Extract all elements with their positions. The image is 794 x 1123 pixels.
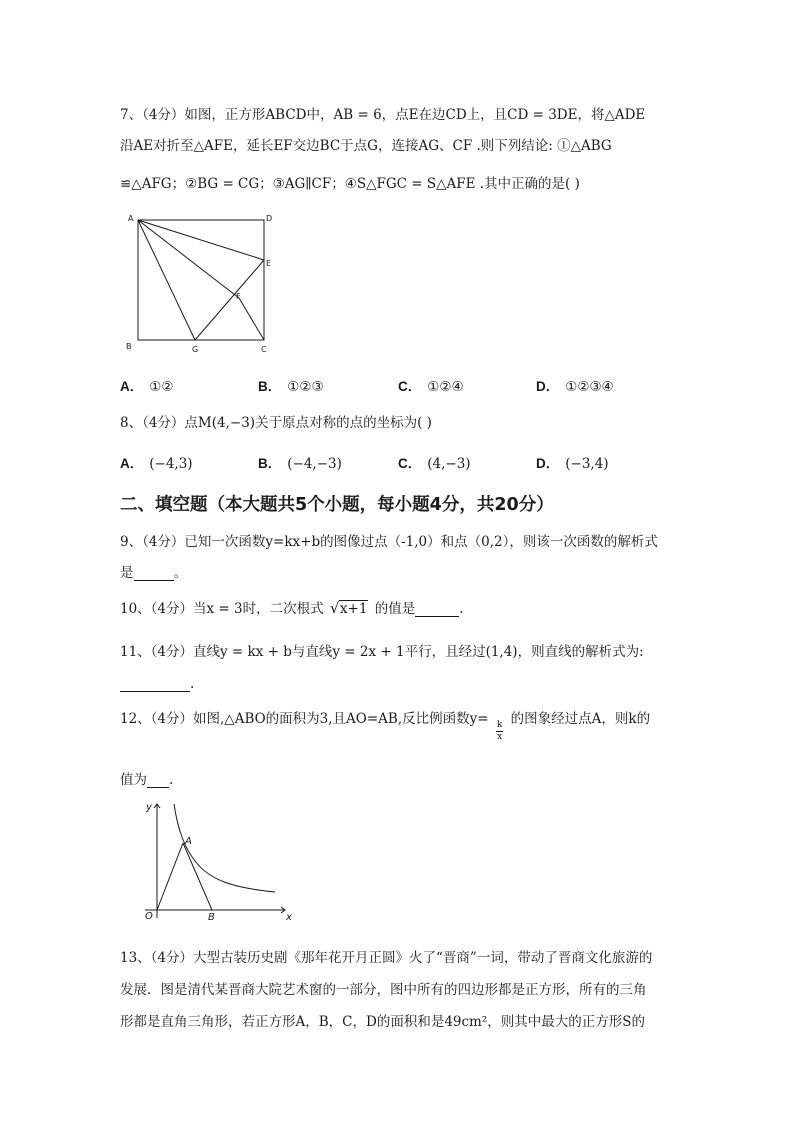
label-b: B bbox=[126, 342, 132, 351]
q8-option-a: A． (−4,3) bbox=[120, 456, 193, 472]
segment-ag bbox=[138, 220, 195, 340]
q8-line-1: 8、（4分）点M(4,−3)关于原点对称的点的坐标为( ) bbox=[120, 415, 432, 431]
q12-graph-figure bbox=[130, 796, 300, 930]
q7-option-b: B． ①②③ bbox=[258, 379, 324, 395]
label-a: A bbox=[128, 214, 134, 223]
q7-line-3: ≌△AFG；②BG = CG；③AG∥CF；④S△FGC = S△AFE .其中正确的是( ) bbox=[120, 176, 580, 192]
q8-option-d: D． (−3,4) bbox=[536, 456, 609, 472]
label-d: D bbox=[266, 214, 273, 223]
segment-fc bbox=[239, 298, 264, 340]
q7-line-1: 7、（4分）如图，正方形ABCD中，AB = 6，点E在边CD上，且CD = 3DE，将△ADE bbox=[120, 107, 646, 123]
label-c: C bbox=[261, 345, 267, 354]
label-x: x bbox=[286, 912, 292, 923]
segment-af bbox=[138, 220, 239, 298]
segment-oa bbox=[157, 843, 183, 910]
q10-radical: √ x+1 bbox=[329, 599, 368, 617]
label-e: E bbox=[266, 259, 272, 268]
q12-answer-blank bbox=[147, 774, 169, 788]
q11-line-1: 11、（4分）直线y = kx + b与直线y = 2x + 1平行，且经过(1,4)，则直线的解析式为: bbox=[120, 644, 644, 660]
label-g: G bbox=[192, 345, 199, 354]
section-2-title: 二、填空题（本大题共5个小题，每小题4分，共20分） bbox=[120, 495, 554, 515]
label-a: A bbox=[185, 836, 192, 847]
q11-line-2: . bbox=[120, 676, 194, 692]
q10-line-1: 10、（4分）当x = 3时，二次根式 √ x+1 的值是 . bbox=[120, 599, 464, 617]
q12-line-1: 12、（4分）如图,△ABO的面积为3,且AO=AB,反比例函数y= $\frac{k}{x}$ 的图象经过点A，则k的 bbox=[120, 711, 651, 742]
q11-answer-blank bbox=[120, 678, 190, 692]
q10-answer-blank bbox=[415, 603, 459, 617]
q8-option-b: B． (−4,−3) bbox=[258, 456, 342, 472]
q13-line-3: 形都是直角三角形，若正方形A，B，C，D的面积和是49cm²，则其中最大的正方形S的 bbox=[120, 1014, 646, 1030]
q13-line-1: 13、（4分）大型古装历史剧《那年花开月正圆》火了“晋商”一词，带动了晋商文化旅游的 bbox=[120, 950, 653, 966]
square-abcd bbox=[138, 220, 264, 340]
q7-option-c: C． ①②④ bbox=[398, 379, 464, 395]
q7-option-a: A． ①② bbox=[120, 379, 174, 395]
label-b: B bbox=[208, 912, 215, 923]
q9-line-1: 9、（4分）已知一次函数y=kx+b的图像过点（-1,0）和点（0,2），则该一次函数的解析式 bbox=[120, 534, 658, 550]
segment-ab bbox=[183, 843, 212, 910]
q9-line-2: 是 。 bbox=[120, 565, 187, 581]
q13-line-2: 发展．图是清代某晋商大院艺术窗的一部分，图中所有的四边形都是正方形，所有的三角 bbox=[120, 982, 647, 998]
q12-line-2: 值为 . bbox=[120, 772, 174, 788]
label-o: O bbox=[145, 911, 153, 922]
segment-ae bbox=[138, 220, 264, 260]
label-y: y bbox=[146, 802, 152, 813]
q7-line-2: 沿AE对折至△AFE，延长EF交边BC于点G，连接AG、CF .则下列结论: ①△ABG bbox=[120, 138, 612, 154]
q8-option-c: C． (4,−3) bbox=[398, 456, 471, 472]
q12-fraction: $\frac{k}{x}$ bbox=[496, 720, 503, 742]
q7-square-figure bbox=[118, 208, 283, 362]
label-f: F bbox=[236, 292, 241, 301]
q9-answer-blank bbox=[134, 567, 174, 581]
q7-option-d: D． ①②③④ bbox=[536, 379, 614, 395]
hyperbola-curve bbox=[174, 804, 275, 892]
